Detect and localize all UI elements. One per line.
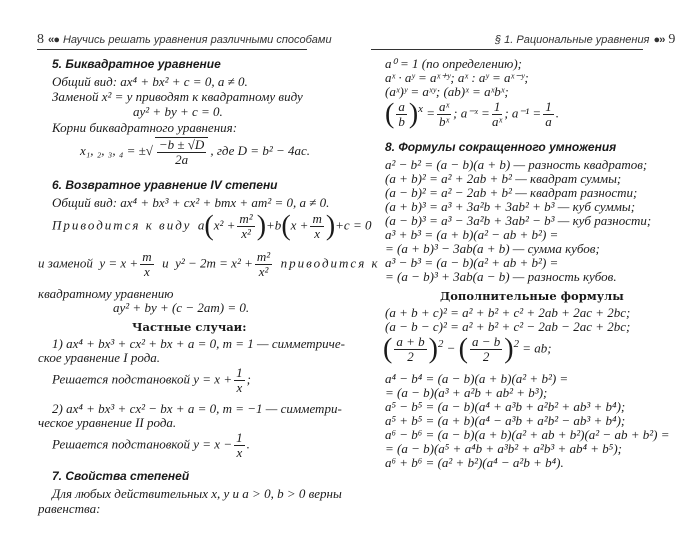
- solve-line-2: [52, 431, 250, 460]
- exponent: x: [418, 103, 423, 116]
- formula-line: (a − b)² = a² − 2ab + b² — квадрат разности;: [385, 185, 638, 200]
- term: и: [162, 255, 169, 271]
- denominator: 2: [407, 349, 414, 364]
- numerator: a − b: [471, 334, 501, 349]
- term: = ab;: [522, 340, 552, 356]
- power-fraction-line: ( $\frac{a}{b}$ )$^x$ = $\frac{\text{aˣ}}{\text{bˣ}}$ ; a⁻ˣ = $\frac{1}{\text{aˣ}}$ ; a⁻¹ = $\frac{1}{a}$ .: [385, 98, 559, 130]
- reduces-formula: Приводится к виду a(x² + $\frac{\text{m²}}{\text{x²}}$ )+b(x + $\frac{m}{x}$ )+c = 0: [52, 210, 372, 242]
- special-cases-title: Частные случаи:: [132, 320, 247, 334]
- text-line: равенства:: [38, 501, 101, 516]
- formula-line: a⁴ − b⁴ = (a − b)(a + b)(a² + b²) =: [385, 371, 569, 386]
- header-title: Научись решать уравнения различными способами: [62, 34, 332, 46]
- text-line: 2) ax⁴ + bx³ + cx² − bx + a = 0, m = −1 — симметри-: [52, 401, 342, 416]
- section-8-title: 8. Формулы сокращенного умножения: [385, 140, 617, 154]
- section-6-title: 6. Возвратное уравнение IV степени: [52, 178, 278, 192]
- text-line: Общий вид: ax⁴ + bx³ + cx² + bmx + am² = 0, a ≠ 0.: [52, 195, 330, 210]
- numerator: m²: [256, 249, 271, 264]
- formula-line: (a + b)³ = a³ + 3a²b + 3ab² + b³ — куб суммы;: [385, 199, 636, 214]
- denominator: a: [545, 114, 552, 129]
- text-line: Общий вид: ax⁴ + bx² + c = 0, a ≠ 0.: [52, 74, 248, 89]
- formula-line: = (a − b)³ + 3ab(a − b) — разность кубов.: [385, 269, 617, 284]
- formula-line: a³ − b³ = (a − b)(a² + ab + b²) =: [385, 255, 559, 270]
- ornament-icon: ●››: [653, 34, 665, 46]
- denominator: bˣ: [439, 114, 450, 129]
- label: Решается подстановкой: [52, 436, 191, 452]
- term: y = x +: [193, 371, 233, 387]
- label: Решается подстановкой: [52, 371, 191, 387]
- exponent: 2: [437, 338, 444, 351]
- formula-line: (a + b)² = a² + 2ab + b² — квадрат суммы;: [385, 171, 622, 186]
- text-line: aˣ · aʸ = aˣ⁺ʸ; aˣ : aʸ = aˣ⁻ʸ;: [385, 70, 529, 85]
- section-5-title: 5. Биквадратное уравнение: [52, 57, 221, 71]
- roots-lhs: x₁, ₂, ₃, ₄ = ±√: [80, 142, 153, 158]
- denominator: x²: [241, 226, 251, 241]
- formula-line: a⁵ − b⁵ = (a − b)(a⁴ + a³b + a²b² + ab³ + b⁴);: [385, 399, 626, 414]
- formula: ay² + by + c = 0.: [133, 104, 223, 119]
- header-title: § 1. Рациональные уравнения: [495, 34, 650, 46]
- page-number: 8: [37, 32, 44, 47]
- term: y = x +: [99, 255, 139, 271]
- ornament-icon: ‹‹●: [48, 34, 59, 46]
- page-number: 9: [668, 32, 676, 47]
- roots-formula: [80, 137, 310, 167]
- denominator: aˣ: [491, 114, 503, 129]
- denominator: b: [398, 114, 405, 129]
- formula-line: (a − b)³ = a³ − 3a²b + 3ab² − b³ — куб разности;: [385, 213, 652, 228]
- term: =: [426, 105, 435, 121]
- text-line: (aˣ)ʸ = aˣʸ; (ab)ˣ = aˣbˣ;: [385, 84, 509, 99]
- denominator: x: [236, 445, 243, 460]
- term: a: [197, 217, 205, 233]
- formula-line: a² − b² = (a − b)(a + b) — разность квадратов;: [385, 157, 648, 172]
- text-line: Заменой x² = y приводят к квадратному виду: [52, 89, 303, 104]
- denominator: 2: [482, 349, 490, 364]
- label: Приводится к виду: [52, 217, 192, 233]
- denominator: x: [314, 226, 321, 241]
- formula-line: = (a − b)(a³ + a²b + ab² + b³);: [385, 385, 548, 400]
- exponent: 2: [513, 338, 519, 351]
- formula-line: = (a − b)(a⁵ + a⁴b + a³b² + a²b³ + ab⁴ + b⁵);: [385, 441, 622, 456]
- term: ; a⁻ˣ =: [453, 105, 490, 121]
- numerator: 1: [236, 365, 243, 380]
- term: x +: [290, 217, 309, 233]
- formula-line: a⁶ − b⁶ = (a − b)(a + b)(a² + ab + b²)(a² − ab + b²) =: [385, 427, 670, 442]
- text-line: Для любых действительных x, y и a > 0, b > 0 верны: [52, 486, 342, 501]
- term: y² − 2m = x² +: [175, 255, 253, 271]
- right-running-header: [495, 32, 675, 48]
- text-line: a⁰ = 1 (по определению);: [385, 56, 522, 71]
- denominator: x²: [258, 264, 269, 279]
- term: +b: [266, 217, 282, 233]
- formula-line: = (a + b)³ − 3ab(a + b) — сумма кубов;: [385, 241, 600, 256]
- roots-rhs: , где D = b² − 4ac.: [210, 142, 311, 158]
- numerator: 1: [236, 430, 243, 445]
- numerator: m: [312, 211, 322, 226]
- term: ;: [246, 371, 251, 387]
- numerator: 1: [545, 99, 552, 114]
- term: −: [446, 340, 456, 356]
- numerator: m²: [239, 211, 253, 226]
- denominator: x: [143, 264, 150, 279]
- left-running-header: [37, 32, 332, 48]
- extra-formulas-title: Дополнительные формулы: [440, 289, 624, 303]
- formula-line: (a + b + c)² = a² + b² + c² + 2ab + 2ac + 2bc;: [385, 305, 631, 320]
- text-line: Корни биквадратного уравнения:: [52, 120, 238, 135]
- numerator: −b ± √D: [158, 137, 205, 152]
- term: .: [555, 105, 559, 121]
- term: .: [246, 436, 250, 452]
- numerator: 1: [493, 99, 501, 114]
- formula: ay² + by + (c − 2am) = 0.: [113, 300, 250, 315]
- text-line: квадратному уравнению: [38, 286, 174, 301]
- numerator: m: [142, 249, 152, 264]
- header-rule: [371, 49, 643, 50]
- denominator: x: [236, 380, 243, 395]
- denominator: 2a: [175, 152, 189, 167]
- formula-line: a⁶ + b⁶ = (a² + b²)(a⁴ − a²b + b⁴).: [385, 455, 564, 470]
- term: x² +: [213, 217, 236, 233]
- numerator: aˣ: [439, 99, 450, 114]
- term: +c = 0: [335, 217, 372, 233]
- substitution-line: [38, 250, 380, 279]
- text-line: ское уравнение I рода.: [38, 350, 161, 365]
- numerator: a: [398, 99, 405, 114]
- section-7-title: 7. Свойства степеней: [52, 469, 190, 483]
- half-sum-formula: ( $\frac{a + b}{2}$ )$^2$ − ( $\frac{a - b}{2}$ )$^2$ = ab;: [383, 333, 552, 365]
- formula-line: a³ + b³ = (a + b)(a² − ab + b²) =: [385, 227, 559, 242]
- text-line: ческое уравнение II рода.: [38, 415, 177, 430]
- formula-line: (a − b − c)² = a² + b² + c² − 2ab − 2ac + 2bc;: [385, 319, 631, 334]
- label: и заменой: [38, 255, 93, 271]
- term: y = x −: [193, 436, 233, 452]
- numerator: a + b: [396, 334, 425, 349]
- header-rule: [37, 49, 307, 50]
- solve-line-1: [52, 366, 251, 395]
- text-line: 1) ax⁴ + bx³ + cx² + bx + a = 0, m = 1 — симметриче-: [52, 336, 345, 351]
- term: ; a⁻¹ =: [504, 105, 542, 121]
- formula-line: a⁵ + b⁵ = (a + b)(a⁴ − a³b + a²b² − ab³ + b⁴);: [385, 413, 626, 428]
- term: приводится к: [280, 255, 380, 271]
